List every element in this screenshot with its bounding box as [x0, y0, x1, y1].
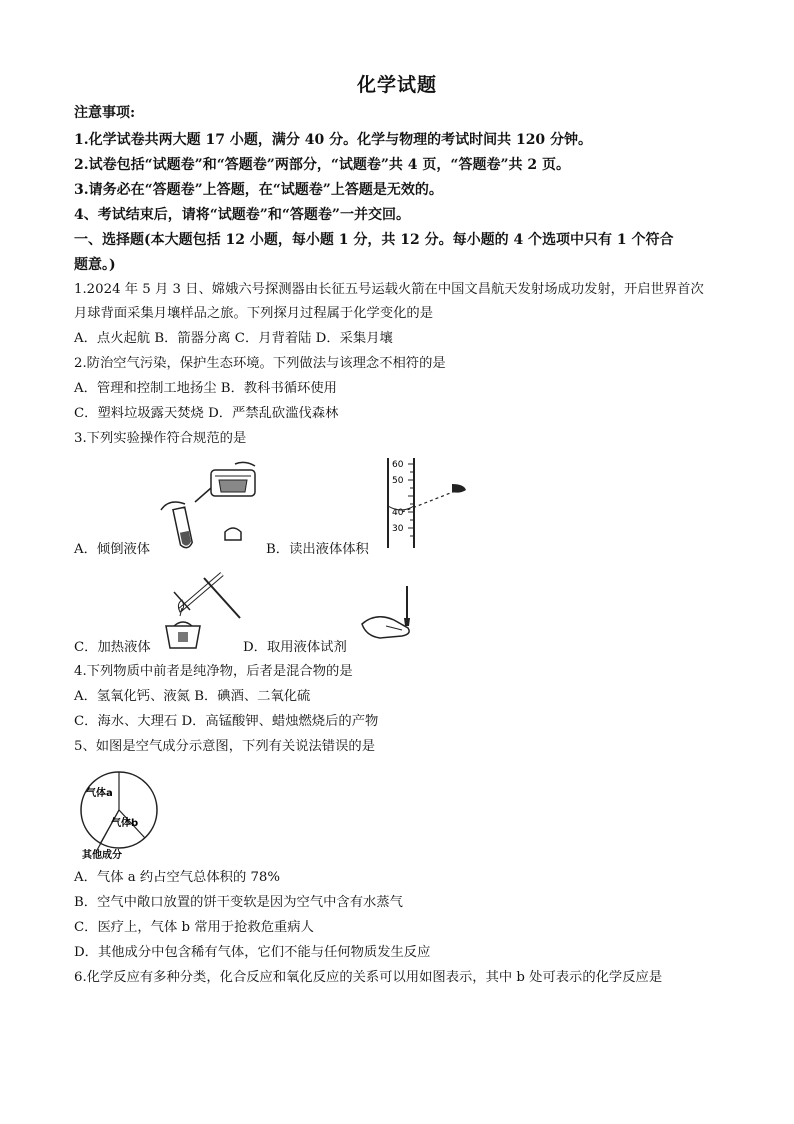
heating-liquid-figure	[160, 566, 250, 651]
q1-options: A．点火起航 B．箭器分离 C．月背着陆 D．采集月壤	[74, 331, 393, 346]
q4-stem: 4.下列物质中前者是纯净物，后者是混合物的是	[74, 664, 353, 679]
graduated-cylinder-figure	[382, 456, 472, 551]
note-item: 2.试卷包括“试题卷”和“答题卷”两部分，“试题卷”共 4 页，“答题卷”共 2 页。	[74, 157, 571, 173]
q5-option-b: B．空气中敞口放置的饼干变软是因为空气中含有水蒸气	[74, 895, 403, 910]
q6-stem: 6.化学反应有多种分类，化合反应和氧化反应的关系可以用如图表示，其中 b 处可表示的化学反应是	[74, 970, 663, 985]
q5-option-c: C．医疗上，气体 b 常用于抢救危重病人	[74, 920, 314, 935]
note-item: 3.请务必在“答题卷”上答题，在“试题卷”上答题是无效的。	[74, 182, 443, 198]
q2-stem: 2.防治空气污染，保护生态环境。下列做法与该理念不相符的是	[74, 356, 446, 371]
q3-option-d: D．取用液体试剂	[243, 640, 347, 655]
cylinder-tick-label: 40	[392, 508, 404, 518]
pouring-liquid-figure	[155, 458, 275, 553]
q5-option-d: D．其他成分中包含稀有气体，它们不能与任何物质发生反应	[74, 945, 431, 960]
eye-icon	[452, 484, 466, 493]
q2-options: A．管理和控制工地扬尘 B．教科书循环使用	[74, 381, 337, 396]
pie-label-gas-b: 气体b	[111, 818, 139, 829]
q5-option-a: A．气体 a 约占空气总体积的 78%	[74, 870, 281, 885]
cylinder-tick-label: 50	[392, 476, 404, 486]
section-heading-cont: 题意。)	[74, 257, 116, 273]
page-title: 化学试题	[356, 74, 437, 96]
q2-options: C．塑料垃圾露天焚烧 D．严禁乱砍滥伐森林	[74, 406, 339, 421]
q3-option-b: B．读出液体体积	[266, 542, 369, 557]
air-composition-pie	[74, 770, 164, 862]
cylinder-tick-label: 60	[392, 460, 404, 470]
q1-stem-cont: 月球背面采集月壤样品之旅。下列探月过程属于化学变化的是	[74, 306, 434, 321]
pie-label-gas-a: 气体a	[86, 788, 113, 799]
q5-stem: 5、如图是空气成分示意图，下列有关说法错误的是	[74, 739, 375, 754]
note-item: 4、考试结束后，请将“试题卷”和“答题卷”一并交回。	[74, 207, 410, 223]
notes-heading: 注意事项:	[74, 105, 136, 121]
q4-options: A．氢氧化钙、液氮 B．碘酒、二氧化硫	[74, 689, 311, 704]
cylinder-tick-label: 30	[392, 524, 404, 534]
q3-option-c: C．加热液体	[74, 640, 151, 655]
q3-option-a: A．倾倒液体	[74, 542, 151, 557]
q3-stem: 3.下列实验操作符合规范的是	[74, 431, 247, 446]
q1-stem: 1.2024 年 5 月 3 日、嫦娥六号探测器由长征五号运载火箭在中国文昌航天发射场成功发射，开启世界首次	[74, 282, 704, 297]
note-item: 1.化学试卷共两大题 17 小题，满分 40 分。化学与物理的考试时间共 120 分钟。	[74, 132, 593, 148]
dropper-figure	[356, 584, 422, 646]
section-heading: 一、选择题(本大题包括 12 小题，每小题 1 分，共 12 分。每小题的 4 个选项中只有 1 个符合	[74, 232, 674, 248]
q4-options: C．海水、大理石 D．高锰酸钾、蜡烛燃烧后的产物	[74, 714, 379, 729]
pie-label-other: 其他成分	[82, 850, 122, 861]
